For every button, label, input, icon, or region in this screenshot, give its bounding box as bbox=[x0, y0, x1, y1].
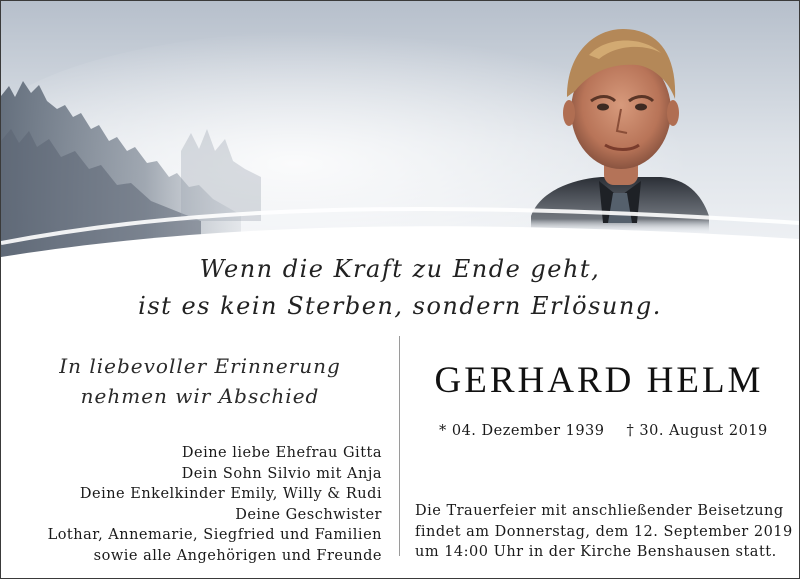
life-dates bbox=[439, 423, 768, 439]
header-photo bbox=[1, 1, 799, 261]
quote-line: ist es kein Sterben, sondern Erlösung. bbox=[138, 292, 662, 320]
death-date: † 30. August 2019 bbox=[626, 423, 768, 439]
mourner-line: Lothar, Annemarie, Siegfried und Familien bbox=[47, 527, 382, 543]
farewell-heading bbox=[1, 351, 399, 411]
quote-line: Wenn die Kraft zu Ende geht, bbox=[199, 255, 601, 283]
birth-date: * 04. Dezember 1939 bbox=[439, 423, 605, 439]
ceremony-line: um 14:00 Uhr in der Kirche Benshausen statt. bbox=[415, 544, 777, 560]
memorial-quote bbox=[1, 251, 799, 325]
mourner-line: Deine Geschwister bbox=[235, 506, 382, 523]
deceased-name: GERHARD HELM bbox=[434, 360, 764, 401]
ceremony-line: findet am Donnerstag, dem 12. September 2019 bbox=[415, 523, 793, 540]
mourners-list bbox=[48, 443, 382, 566]
mourner-line: sowie alle Angehörigen und Freunde bbox=[93, 547, 382, 564]
ceremony-info bbox=[415, 501, 793, 563]
mourner-line: Dein Sohn Silvio mit Anja bbox=[181, 465, 382, 482]
ceremony-line: Die Trauerfeier mit anschließender Beisetzung bbox=[415, 503, 784, 519]
mourner-line: Deine Enkelkinder Emily, Willy & Rudi bbox=[79, 486, 382, 502]
farewell-line: In liebevoller Erinnerung bbox=[59, 354, 341, 378]
farewell-line: nehmen wir Abschied bbox=[80, 384, 320, 408]
mourner-line: Deine liebe Ehefrau Gitta bbox=[181, 445, 382, 461]
